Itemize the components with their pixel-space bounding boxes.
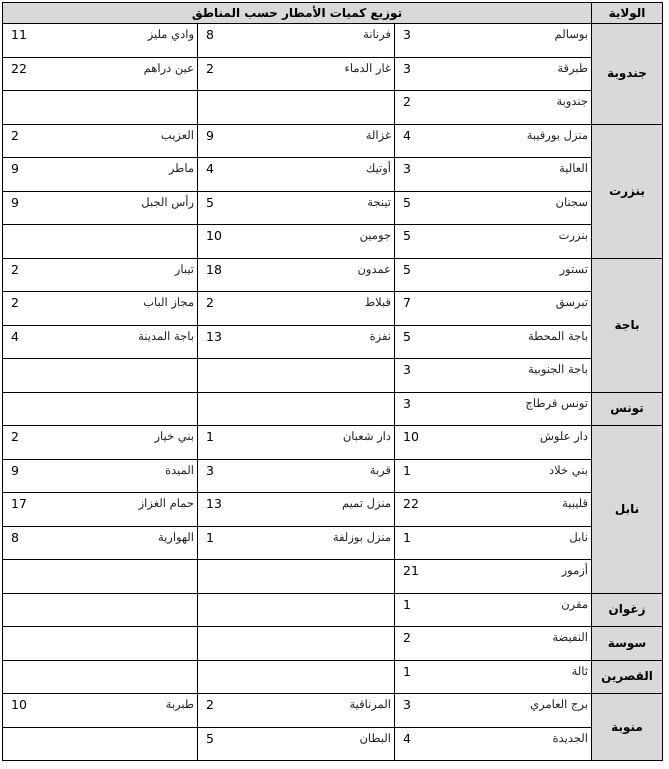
rainfall-value: 3 bbox=[403, 362, 411, 377]
delegation-cell bbox=[198, 560, 395, 594]
delegation-cell bbox=[395, 493, 592, 527]
table-row bbox=[3, 694, 663, 728]
delegation-name: نفزة bbox=[369, 328, 391, 343]
delegation-name: جندوبة bbox=[556, 94, 588, 108]
rainfall-value: 1 bbox=[403, 663, 411, 679]
table-row bbox=[3, 292, 663, 326]
delegation-cell bbox=[3, 526, 198, 560]
rainfall-value: 3 bbox=[403, 697, 411, 712]
rainfall-value: 2 bbox=[11, 261, 19, 277]
governorate-cell: نابل bbox=[592, 426, 663, 594]
delegation-cell bbox=[395, 191, 592, 225]
delegation-cell bbox=[198, 325, 395, 359]
table-row bbox=[3, 158, 663, 192]
delegation-entry bbox=[198, 560, 394, 564]
delegation-cell bbox=[395, 694, 592, 728]
delegation-cell bbox=[395, 158, 592, 192]
table-row bbox=[3, 24, 663, 58]
delegation-entry bbox=[198, 24, 394, 41]
delegation-cell bbox=[198, 459, 395, 493]
delegation-cell bbox=[198, 292, 395, 326]
delegation-entry bbox=[395, 58, 591, 75]
rainfall-value: 13 bbox=[206, 328, 222, 344]
delegation-cell bbox=[395, 325, 592, 359]
delegation-entry bbox=[395, 460, 591, 477]
delegation-entry bbox=[395, 527, 591, 544]
delegation-cell bbox=[3, 24, 198, 58]
rainfall-value: 5 bbox=[403, 194, 411, 210]
rainfall-value: 22 bbox=[11, 60, 27, 76]
table-row bbox=[3, 258, 663, 292]
governorate-cell: باجة bbox=[592, 258, 663, 392]
rainfall-value: 9 bbox=[11, 194, 19, 210]
delegation-cell bbox=[3, 359, 198, 393]
delegation-cell bbox=[198, 258, 395, 292]
delegation-cell bbox=[3, 292, 198, 326]
delegation-cell bbox=[395, 560, 592, 594]
delegation-name: بنزرت bbox=[558, 228, 588, 242]
rainfall-value: 10 bbox=[11, 697, 27, 712]
delegation-entry bbox=[3, 661, 197, 665]
table-row bbox=[3, 526, 663, 560]
governorate-cell: زغوان bbox=[592, 593, 663, 627]
delegation-cell bbox=[198, 727, 395, 761]
delegation-cell bbox=[198, 225, 395, 259]
delegation-cell bbox=[198, 493, 395, 527]
delegation-entry bbox=[395, 627, 591, 644]
table-row bbox=[3, 660, 663, 694]
rainfall-value: 2 bbox=[11, 127, 19, 143]
delegation-entry bbox=[198, 158, 394, 175]
delegation-cell bbox=[3, 91, 198, 125]
governorate-cell: جندوبة bbox=[592, 24, 663, 125]
rainfall-value: 3 bbox=[403, 27, 411, 42]
delegation-entry bbox=[198, 192, 394, 209]
delegation-entry bbox=[198, 225, 394, 242]
delegation-entry bbox=[395, 661, 591, 678]
delegation-cell bbox=[3, 459, 198, 493]
rainfall-value: 2 bbox=[11, 295, 19, 310]
delegation-cell bbox=[3, 392, 198, 426]
table-row bbox=[3, 560, 663, 594]
delegation-name: قبلاط bbox=[364, 295, 391, 309]
governorate-cell: القصرين bbox=[592, 660, 663, 694]
rainfall-value: 22 bbox=[403, 496, 419, 511]
delegation-name: غزالة bbox=[365, 127, 391, 142]
delegation-entry bbox=[3, 426, 197, 443]
table-row bbox=[3, 325, 663, 359]
table-row bbox=[3, 493, 663, 527]
delegation-name: دار شعبان bbox=[342, 429, 391, 443]
delegation-name: دار علوش bbox=[539, 429, 588, 443]
delegation-cell bbox=[198, 359, 395, 393]
delegation-name: أوتيك bbox=[365, 161, 391, 175]
delegation-entry bbox=[395, 326, 591, 343]
delegation-cell bbox=[3, 124, 198, 158]
delegation-entry bbox=[198, 627, 394, 631]
delegation-cell bbox=[3, 627, 198, 661]
rainfall-value: 2 bbox=[11, 429, 19, 444]
governorate-cell: تونس bbox=[592, 392, 663, 426]
delegation-name: حمام الغزاز bbox=[138, 496, 194, 510]
delegation-cell bbox=[3, 660, 198, 694]
delegation-cell bbox=[395, 526, 592, 560]
delegation-entry bbox=[395, 259, 591, 276]
delegation-entry bbox=[395, 393, 591, 410]
delegation-name: باجة الجنوبية bbox=[527, 362, 588, 376]
delegation-entry bbox=[3, 527, 197, 544]
rainfall-value: 1 bbox=[206, 529, 214, 545]
delegation-cell bbox=[198, 158, 395, 192]
governorate-cell: سوسة bbox=[592, 627, 663, 661]
delegation-entry bbox=[198, 58, 394, 75]
delegation-entry bbox=[3, 326, 197, 343]
delegation-name: تينجة bbox=[367, 194, 391, 209]
delegation-name: العزيب bbox=[160, 127, 194, 142]
delegation-cell bbox=[395, 292, 592, 326]
rainfall-value: 10 bbox=[206, 228, 222, 243]
delegation-name: النفيضة bbox=[552, 630, 588, 644]
delegation-entry bbox=[3, 225, 197, 229]
delegation-cell bbox=[395, 392, 592, 426]
delegation-name: العالية bbox=[559, 161, 588, 175]
rainfall-value: 5 bbox=[403, 261, 411, 277]
delegation-name: غار الدماء bbox=[344, 60, 391, 75]
delegation-cell bbox=[3, 426, 198, 460]
rainfall-document bbox=[2, 2, 662, 767]
delegation-cell bbox=[198, 426, 395, 460]
delegation-name: بوسالم bbox=[554, 27, 588, 41]
delegation-entry bbox=[198, 393, 394, 397]
delegation-entry bbox=[395, 292, 591, 309]
rainfall-value: 4 bbox=[403, 730, 411, 746]
rainfall-value: 13 bbox=[206, 496, 222, 511]
delegation-cell bbox=[3, 493, 198, 527]
delegation-entry bbox=[198, 527, 394, 544]
delegation-entry bbox=[3, 58, 197, 75]
governorate-column-header: الولاية bbox=[592, 3, 663, 24]
delegation-name: منزل بورقيبة bbox=[526, 127, 588, 142]
delegation-cell bbox=[395, 459, 592, 493]
table-row bbox=[3, 426, 663, 460]
delegation-entry bbox=[198, 91, 394, 95]
delegation-entry bbox=[3, 627, 197, 631]
delegation-cell bbox=[198, 57, 395, 91]
rainfall-value: 2 bbox=[206, 697, 214, 712]
delegation-name: الهوارية bbox=[157, 529, 194, 544]
delegation-cell bbox=[198, 24, 395, 58]
delegation-entry bbox=[3, 259, 197, 276]
delegation-cell bbox=[198, 593, 395, 627]
delegation-cell bbox=[3, 158, 198, 192]
table-row bbox=[3, 57, 663, 91]
delegation-name: تبرسق bbox=[555, 295, 588, 309]
rainfall-value: 21 bbox=[403, 563, 419, 578]
header-row bbox=[3, 3, 663, 24]
rainfall-value: 3 bbox=[403, 395, 411, 411]
delegation-entry bbox=[198, 460, 394, 477]
rainfall-value: 8 bbox=[206, 27, 214, 42]
rainfall-value: 1 bbox=[403, 596, 411, 612]
delegation-cell bbox=[198, 191, 395, 225]
delegation-name: باجة المدينة bbox=[138, 328, 194, 343]
rainfall-value: 4 bbox=[206, 161, 214, 176]
delegation-cell bbox=[3, 325, 198, 359]
delegation-cell bbox=[395, 24, 592, 58]
table-row bbox=[3, 627, 663, 661]
rainfall-value: 4 bbox=[403, 127, 411, 143]
delegation-name: ماطر bbox=[168, 161, 194, 175]
delegation-entry bbox=[3, 493, 197, 510]
table-row bbox=[3, 191, 663, 225]
delegation-entry bbox=[198, 259, 394, 276]
delegation-entry bbox=[3, 24, 197, 41]
delegation-name: منزل بوزلفة bbox=[332, 529, 391, 544]
rainfall-value: 5 bbox=[403, 328, 411, 344]
rainfall-value: 9 bbox=[11, 462, 19, 478]
governorate-cell: بنزرت bbox=[592, 124, 663, 258]
delegation-entry bbox=[395, 125, 591, 142]
rainfall-value: 18 bbox=[206, 261, 222, 277]
rainfall-value: 9 bbox=[11, 161, 19, 176]
table-row bbox=[3, 593, 663, 627]
delegation-entry bbox=[3, 91, 197, 95]
delegation-cell bbox=[3, 225, 198, 259]
rainfall-value: 2 bbox=[206, 60, 214, 76]
delegation-entry bbox=[3, 728, 197, 732]
rainfall-value: 11 bbox=[11, 27, 27, 42]
delegation-name: جومين bbox=[359, 228, 391, 242]
delegation-cell bbox=[395, 359, 592, 393]
delegation-cell bbox=[395, 225, 592, 259]
delegation-cell bbox=[3, 57, 198, 91]
delegation-entry bbox=[395, 728, 591, 745]
delegation-entry bbox=[198, 426, 394, 443]
delegation-cell bbox=[395, 627, 592, 661]
delegation-name: برج العامري bbox=[530, 697, 588, 711]
delegation-name: وادي مليز bbox=[147, 27, 194, 41]
delegation-entry bbox=[395, 91, 591, 108]
delegation-entry bbox=[3, 158, 197, 175]
rainfall-value: 5 bbox=[206, 194, 214, 210]
delegation-name: مقرن bbox=[561, 596, 588, 611]
rainfall-value: 3 bbox=[206, 462, 214, 478]
delegation-entry bbox=[395, 426, 591, 443]
delegation-cell bbox=[395, 57, 592, 91]
table-row bbox=[3, 359, 663, 393]
table-row bbox=[3, 225, 663, 259]
delegation-cell bbox=[198, 526, 395, 560]
delegation-entry bbox=[395, 560, 591, 577]
delegation-name: بني خيار bbox=[154, 429, 194, 443]
delegation-name: قليبية bbox=[562, 496, 588, 510]
delegation-name: منزل تميم bbox=[342, 496, 391, 510]
rainfall-table bbox=[2, 2, 663, 761]
delegation-cell bbox=[395, 593, 592, 627]
delegation-name: عمدون bbox=[357, 261, 391, 276]
delegation-entry bbox=[3, 393, 197, 397]
rainfall-value: 2 bbox=[206, 295, 214, 310]
delegation-entry bbox=[395, 359, 591, 376]
rainfall-value: 7 bbox=[403, 295, 411, 310]
delegation-name: فرنانة bbox=[363, 27, 391, 41]
delegation-cell bbox=[3, 727, 198, 761]
delegation-name: ثالة bbox=[571, 663, 588, 678]
rainfall-value: 5 bbox=[403, 228, 411, 243]
delegation-cell bbox=[395, 91, 592, 125]
delegation-name: نابل bbox=[569, 529, 588, 544]
table-row bbox=[3, 459, 663, 493]
rainfall-value: 9 bbox=[206, 127, 214, 143]
delegation-entry bbox=[198, 694, 394, 711]
delegation-entry bbox=[198, 292, 394, 309]
rainfall-value: 1 bbox=[206, 429, 214, 444]
delegation-entry bbox=[395, 493, 591, 510]
delegation-entry bbox=[198, 326, 394, 343]
delegation-cell bbox=[3, 560, 198, 594]
delegation-name: قربة bbox=[369, 462, 391, 477]
table-row bbox=[3, 727, 663, 761]
rainfall-value: 5 bbox=[206, 730, 214, 746]
delegation-name: طبربة bbox=[165, 697, 194, 711]
delegation-cell bbox=[198, 627, 395, 661]
rainfall-value: 3 bbox=[403, 161, 411, 176]
delegation-name: أزمور bbox=[561, 563, 588, 577]
delegation-cell bbox=[395, 426, 592, 460]
delegation-entry bbox=[3, 560, 197, 564]
delegation-cell bbox=[395, 660, 592, 694]
delegation-cell bbox=[395, 258, 592, 292]
delegation-name: رأس الجبل bbox=[141, 194, 194, 209]
delegation-entry bbox=[3, 125, 197, 142]
rainfall-value: 4 bbox=[11, 328, 19, 344]
delegation-name: طبرقة bbox=[557, 60, 588, 75]
delegation-entry bbox=[3, 594, 197, 598]
delegation-entry bbox=[198, 594, 394, 598]
table-title: توزيع كميات الأمطار حسب المناطق bbox=[3, 3, 592, 24]
delegation-cell bbox=[198, 124, 395, 158]
delegation-entry bbox=[198, 728, 394, 745]
delegation-name: الجديدة bbox=[552, 730, 588, 745]
delegation-cell bbox=[198, 694, 395, 728]
rainfall-value: 1 bbox=[403, 529, 411, 545]
delegation-name: المرناقية bbox=[349, 697, 391, 711]
delegation-entry bbox=[395, 594, 591, 611]
delegation-entry bbox=[395, 192, 591, 209]
delegation-name: سجنان bbox=[555, 194, 588, 209]
delegation-entry bbox=[3, 460, 197, 477]
delegation-entry bbox=[198, 125, 394, 142]
delegation-entry bbox=[3, 192, 197, 209]
delegation-name: البطان bbox=[359, 730, 391, 745]
delegation-cell bbox=[395, 124, 592, 158]
delegation-cell bbox=[3, 191, 198, 225]
delegation-entry bbox=[395, 158, 591, 175]
rainfall-value: 8 bbox=[11, 529, 19, 545]
delegation-name: تونس قرطاج bbox=[525, 395, 588, 410]
rainfall-value: 1 bbox=[403, 462, 411, 478]
rainfall-value: 10 bbox=[403, 429, 419, 444]
delegation-entry bbox=[395, 694, 591, 711]
delegation-cell bbox=[198, 392, 395, 426]
table-row bbox=[3, 91, 663, 125]
delegation-cell bbox=[198, 660, 395, 694]
delegation-name: الميدة bbox=[165, 462, 194, 477]
delegation-entry bbox=[3, 694, 197, 711]
table-row bbox=[3, 392, 663, 426]
delegation-entry bbox=[198, 359, 394, 363]
delegation-name: بني خلاد bbox=[548, 462, 588, 477]
delegation-entry bbox=[395, 225, 591, 242]
delegation-entry bbox=[198, 493, 394, 510]
governorate-cell: منوبة bbox=[592, 694, 663, 761]
table-body bbox=[3, 3, 663, 761]
delegation-entry bbox=[3, 359, 197, 363]
delegation-entry bbox=[395, 24, 591, 41]
rainfall-value: 3 bbox=[403, 60, 411, 76]
delegation-entry bbox=[3, 292, 197, 309]
delegation-cell bbox=[198, 91, 395, 125]
rainfall-value: 2 bbox=[403, 94, 411, 109]
rainfall-value: 2 bbox=[403, 630, 411, 645]
delegation-name: باجة المحطة bbox=[527, 328, 588, 343]
delegation-entry bbox=[198, 661, 394, 665]
delegation-name: تستور bbox=[559, 261, 588, 276]
delegation-cell bbox=[395, 727, 592, 761]
table-row bbox=[3, 124, 663, 158]
delegation-name: عين دراهم bbox=[143, 60, 194, 75]
delegation-cell bbox=[3, 258, 198, 292]
delegation-cell bbox=[3, 593, 198, 627]
delegation-name: تيبار bbox=[174, 261, 194, 276]
rainfall-value: 17 bbox=[11, 496, 27, 511]
delegation-name: مجاز الباب bbox=[143, 295, 194, 309]
delegation-cell bbox=[3, 694, 198, 728]
